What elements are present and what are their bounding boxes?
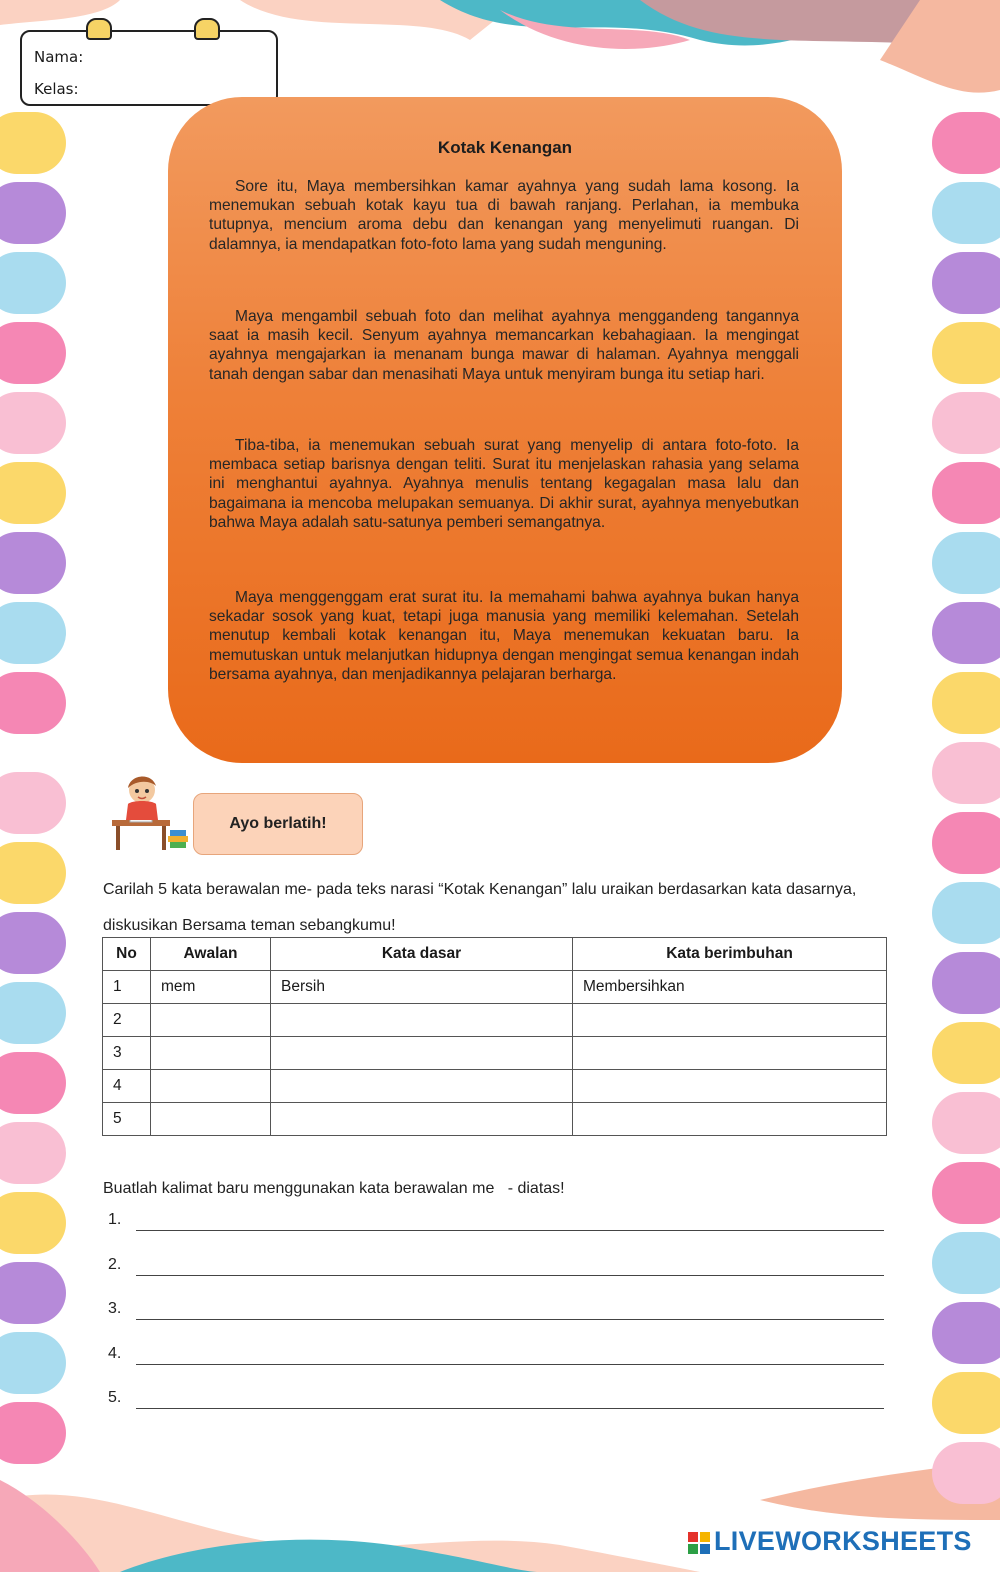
kelas-label: Kelas:	[34, 80, 79, 98]
table-row	[103, 1004, 887, 1037]
cell-kata-berimbuhan[interactable]	[573, 1103, 887, 1136]
decor-pill	[0, 842, 66, 904]
decor-pill	[0, 672, 66, 734]
cell-kata-dasar[interactable]: Bersih	[271, 971, 573, 1004]
sentence-number: 1.	[108, 1211, 122, 1228]
word-table	[102, 937, 887, 1136]
decor-pill	[932, 742, 1000, 804]
decor-pill	[932, 392, 1000, 454]
decor-pill	[932, 1302, 1000, 1364]
sentence-row	[108, 1389, 884, 1413]
decor-pill	[932, 252, 1000, 314]
decor-pill	[932, 182, 1000, 244]
practice-badge: Ayo berlatih!	[193, 793, 363, 855]
decor-pill	[0, 1262, 66, 1324]
cell-kata-berimbuhan[interactable]: Membersihkan	[573, 971, 887, 1004]
sentence-number: 2.	[108, 1256, 122, 1273]
cell-kata-dasar[interactable]	[271, 1037, 573, 1070]
decor-pill	[0, 1402, 66, 1464]
decor-pill	[932, 672, 1000, 734]
sentence-answer-line[interactable]	[136, 1319, 884, 1320]
decor-pill	[0, 392, 66, 454]
decor-pill	[0, 112, 66, 174]
sentence-row	[108, 1211, 884, 1235]
clip-icon	[86, 18, 112, 40]
decor-pill	[0, 602, 66, 664]
nama-label: Nama:	[34, 48, 84, 66]
decor-pill	[0, 462, 66, 524]
sentence-number: 3.	[108, 1300, 122, 1317]
header-kata-berimbuhan: Kata berimbuhan	[573, 938, 887, 971]
decor-pill	[0, 252, 66, 314]
cell-awalan[interactable]	[151, 1037, 271, 1070]
table-row	[103, 971, 887, 1004]
cell-awalan[interactable]	[151, 1103, 271, 1136]
decor-pill	[932, 1442, 1000, 1504]
decor-pill	[0, 182, 66, 244]
decor-pill	[0, 1052, 66, 1114]
name-card	[20, 30, 278, 106]
cell-no: 2	[103, 1004, 151, 1037]
header-awalan: Awalan	[151, 938, 271, 971]
cell-no: 4	[103, 1070, 151, 1103]
table-row	[103, 1070, 887, 1103]
header-kata-dasar: Kata dasar	[271, 938, 573, 971]
story-paragraph: Maya mengambil sebuah foto dan melihat ayahnya menggandeng tangannya saat ia masih kecil. Senyum ayahnya memancarkan kebahagiaan. Ia mengingat ayahnya mengajarkan ia menanam bunga mawar di halaman. Ayahnya menggali tanah dengan sabar dan menasihati Maya untuk menyiram bunga itu setiap hari.	[209, 308, 799, 383]
sentence-number: 4.	[108, 1345, 122, 1362]
sentence-number: 5.	[108, 1389, 122, 1406]
sentence-answer-line[interactable]	[136, 1364, 884, 1365]
decor-pill	[0, 1122, 66, 1184]
cell-no: 3	[103, 1037, 151, 1070]
table-row	[103, 1037, 887, 1070]
student-illustration	[106, 768, 192, 854]
cell-kata-berimbuhan[interactable]	[573, 1004, 887, 1037]
cell-kata-dasar[interactable]	[271, 1103, 573, 1136]
decor-pill	[932, 882, 1000, 944]
decor-pill	[932, 322, 1000, 384]
cell-kata-berimbuhan[interactable]	[573, 1070, 887, 1103]
sentence-row	[108, 1300, 884, 1324]
decor-pill	[932, 112, 1000, 174]
story-paragraph: Tiba-tiba, ia menemukan sebuah surat yang menyelip di antara foto-foto. Ia membaca setiap barisnya dengan teliti. Surat itu menjelaskan rahasia yang selama ini menghantui ayahnya. Ayahnya menulis tentang kegagalan masa lalu dan bagaimana ia mencoba melupakan semuanya. Di akhir surat, ayahnya menyebutkan bahwa Maya adalah satu-satunya pemberi semangatnya.	[209, 437, 799, 531]
story-title: Kotak Kenangan	[437, 138, 573, 157]
decor-pill	[0, 1192, 66, 1254]
clip-icon	[194, 18, 220, 40]
decor-pill	[0, 912, 66, 974]
decor-pill	[932, 1232, 1000, 1294]
decor-pill	[0, 1332, 66, 1394]
sentence-instruction: Buatlah kalimat baru menggunakan kata berawalan me - diatas!	[103, 1180, 565, 1197]
decor-pill	[0, 532, 66, 594]
decor-pill	[932, 1092, 1000, 1154]
decor-pill	[932, 952, 1000, 1014]
sentence-answer-line[interactable]	[136, 1230, 884, 1231]
sentence-answer-line[interactable]	[136, 1408, 884, 1409]
decor-pill	[932, 1022, 1000, 1084]
sentence-row	[108, 1256, 884, 1280]
cell-awalan[interactable]	[151, 1004, 271, 1037]
cell-kata-dasar[interactable]	[271, 1070, 573, 1103]
story-paragraph: Sore itu, Maya membersihkan kamar ayahnya yang sudah lama kosong. Ia menemukan sebuah kotak kayu tua di bawah ranjang. Perlahan, ia membuka tutupnya, mencium aroma debu dan kenangan yang menyelimuti ruangan. Di dalamnya, ia mendapatkan foto-foto lama yang sudah menguning.	[209, 178, 799, 253]
table-header-row	[103, 938, 887, 971]
cell-kata-berimbuhan[interactable]	[573, 1037, 887, 1070]
cell-awalan[interactable]: mem	[151, 971, 271, 1004]
brand-text: LIVEWORKSHEETS	[714, 1526, 972, 1556]
cell-no: 5	[103, 1103, 151, 1136]
cell-no: 1	[103, 971, 151, 1004]
story-paragraph: Maya menggenggam erat surat itu. Ia memahami bahwa ayahnya bukan hanya sekadar sosok yang kuat, tetapi juga manusia yang memiliki kelemahan. Setelah menutup kembali kotak kenangan itu, Maya menemukan kekuatan baru. Ia memutuskan untuk melanjutkan hidupnya dengan mengingat semua kenangan indah bersama ayahnya, dan menjadikannya pelajaran berharga.	[209, 589, 799, 683]
decor-pill	[932, 1372, 1000, 1434]
table-row	[103, 1103, 887, 1136]
sentence-answer-line[interactable]	[136, 1275, 884, 1276]
decor-pill	[0, 982, 66, 1044]
decor-pill	[932, 532, 1000, 594]
decor-pill	[932, 812, 1000, 874]
practice-instruction: Carilah 5 kata berawalan me- pada teks narasi “Kotak Kenangan” lalu uraikan berdasarkan kata dasarnya, diskusikan Bersama teman sebangkumu!	[103, 881, 857, 934]
header-no: No	[103, 938, 151, 971]
decor-pill	[932, 1162, 1000, 1224]
sentence-row	[108, 1345, 884, 1369]
decor-pill	[0, 322, 66, 384]
cell-awalan[interactable]	[151, 1070, 271, 1103]
decor-pill	[932, 602, 1000, 664]
story-card	[168, 97, 842, 763]
decor-pill	[0, 772, 66, 834]
cell-kata-dasar[interactable]	[271, 1004, 573, 1037]
decor-pill	[932, 462, 1000, 524]
liveworksheets-logo-icon	[688, 1532, 710, 1554]
